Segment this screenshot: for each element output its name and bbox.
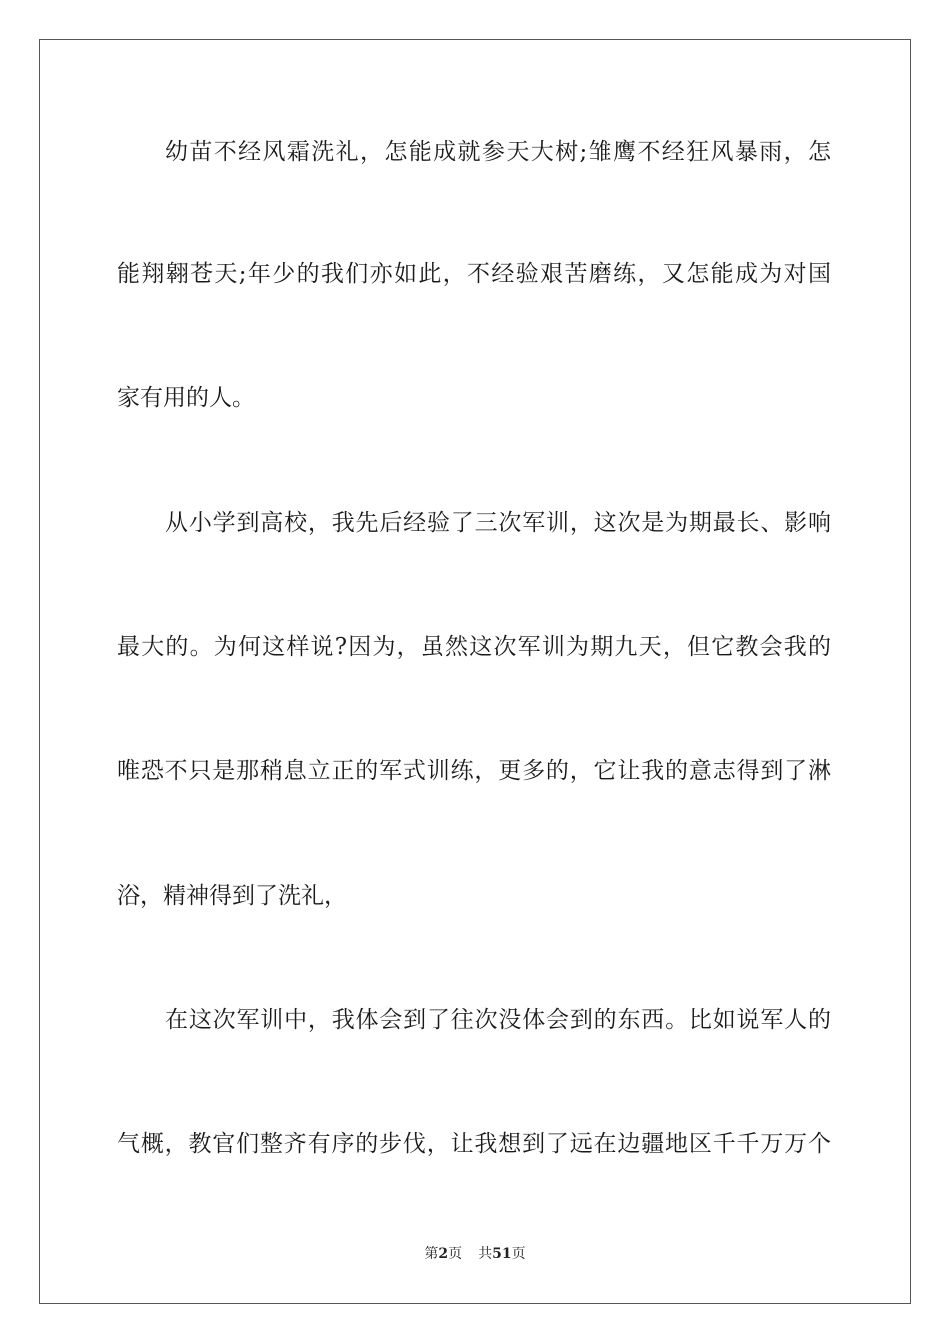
text-line: 浴，精神得到了洗礼， (117, 883, 347, 909)
text-line: 能翔翱苍天;年少的我们亦如此，不经验艰苦磨练，又怎能成为对国 (117, 261, 831, 287)
footer-page-suffix: 页 (448, 1246, 463, 1262)
page-footer (0, 1244, 950, 1264)
footer-total-suffix: 页 (511, 1246, 526, 1262)
footer-prefix: 第 (424, 1246, 439, 1262)
text-line: 气概，教官们整齐有序的步伐，让我想到了远在边疆地区千千万万个 (117, 1131, 831, 1157)
total-page-count: 51 (492, 1246, 512, 1262)
footer-total-prefix: 共 (478, 1246, 493, 1262)
text-line: 最大的。为何这样说?因为，虽然这次军训为期九天，但它教会我的 (117, 634, 831, 660)
page-border (39, 39, 911, 1304)
text-line: 从小学到高校，我先后经验了三次军训，这次是为期最长、影响 (165, 510, 831, 536)
text-line: 唯恐不只是那稍息立正的军式训练，更多的，它让我的意志得到了淋 (117, 758, 831, 784)
text-line: 在这次军训中，我体会到了往次没体会到的东西。比如说军人的 (165, 1007, 831, 1033)
text-line: 家有用的人。 (117, 385, 255, 411)
current-page-number: 2 (438, 1246, 449, 1262)
text-line: 幼苗不经风霜洗礼，怎能成就参天大树;雏鹰不经狂风暴雨，怎 (165, 139, 831, 165)
